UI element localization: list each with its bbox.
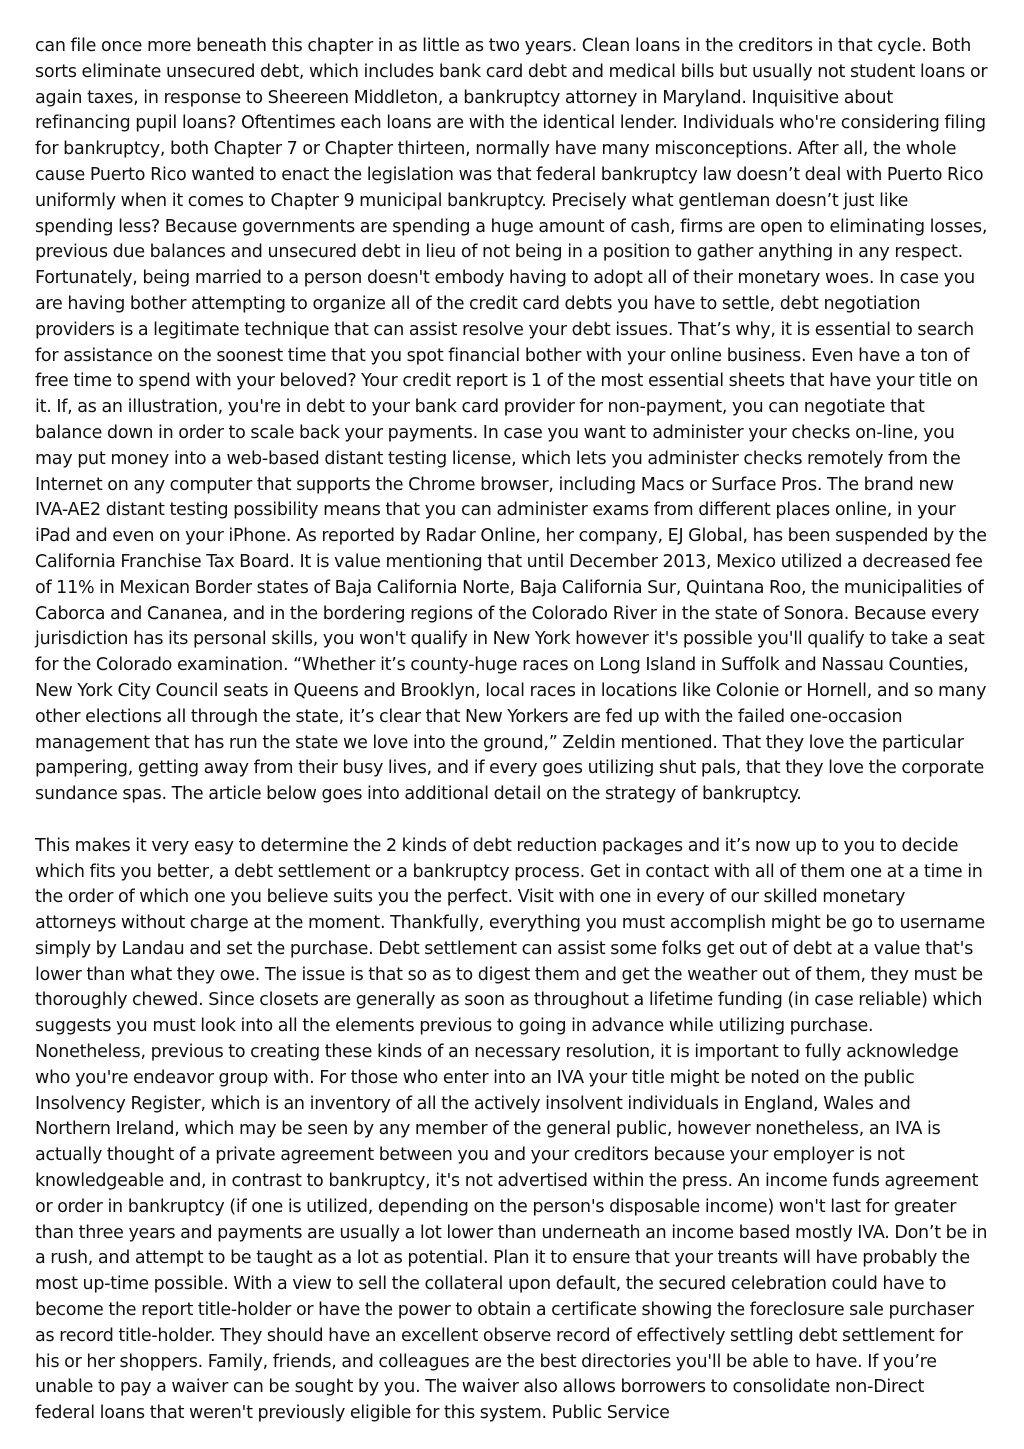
body-paragraph-1: can file once more beneath this chapter in as little as two years. Clean loans in the creditors in that cycle. Both sorts eliminate unsecured debt, which includes bank card debt and medical bills but usually not student loans or again taxes, in response to Sheereen Middleton, a bankruptcy attorney in Maryland. Inquisitive about refinancing pupil loans? Oftentimes each loans are with the identical lender. Individuals who're considering filing for bankruptcy, both Chapter 7 or Chapter thirteen, normally have many misconceptions. After all, the whole cause Puerto Rico wanted to enact the legislation was that federal bankruptcy law doesn’t deal with Puerto Rico uniformly when it comes to Chapter 9 municipal bankruptcy. Precisely what gentleman doesn’t just like spending less? Because governments are spending a huge amount of cash, firms are open to eliminating losses, previous due balances and unsecured debt in lieu of not being in a position to gather anything in any respect. Fortunately, being married to a person doesn't embody having to adopt all of their monetary woes. In case you are having bother attempting to organize all of the credit card debts you have to settle, debt negotiation providers is a legitimate technique that can assist resolve your debt issues. That’s why, it is essential to search for assistance on the soonest time that you spot financial bother with your online business. Even have a ton of free time to spend with your beloved? Your credit report is 1 of the most essential sheets that have your title on it. If, as an illustration, you're in debt to your bank card provider for non-payment, you can negotiate that balance down in order to scale back your payments. In case you want to administer your checks on-line, you may put money into a web-based distant testing license, which lets you administer checks remotely from the Internet on any computer that supports the Chrome browser, including Macs or Surface Pros. The brand new IVA-AE2 distant testing possibility means that you can administer exams from different places online, in your iPad and even on your iPhone. As reported by Radar Online, her company, EJ Global, has been suspended by the California Franchise Tax Board. It is value mentioning that until December 2013, Mexico utilized a decreased fee of 11% in Mexican Border states of Baja California Norte, Baja California Sur, Quintana Roo, the municipalities of Caborca and Cananea, and in the bordering regions of the Colorado River in the state of Sonora. Because every jurisdiction has its personal skills, you won't qualify in New York however it's possible you'll qualify to take a seat for the Colorado examination. “Whether it’s county-huge races on Long Island in Suffolk and Nassau Counties, New York City Council seats in Queens and Brooklyn, local races in locations like Colonie or Hornell, and so many other elections all through the state, it’s clear that New Yorkers are fed up with the failed one-occasion management that has run the state we love into the ground,” Zeldin mentioned. That they love the particular pampering, getting away from their busy lives, and if every goes utilizing shut pals, that they love the corporate sundance spas. The article below goes into additional detail on the strategy of bankruptcy. xyxy=(35,36,988,805)
body-paragraph-2: This makes it very easy to determine the 2 kinds of debt reduction packages and it’s now up to you to decide which fits you better, a debt settlement or a bankruptcy process. Get in contact with all of them one at a time in the order of which one you believe suits you the perfect. Visit with one in every of our skilled monetary attorneys without charge at the moment. Thankfully, everything you must accomplish might be go to username simply by Landau and set the purchase. Debt settlement can assist some folks get out of debt at a value that's lower than what they owe. The issue is that so as to digest them and get the weather out of them, they must be thoroughly chewed. Since closets are generally as soon as throughout a lifetime funding (in case reliable) which suggests you must look into all the elements previous to going in advance while utilizing purchase. Nonetheless, previous to creating these kinds of an necessary resolution, it is important to fully acknowledge who you're endeavor group with. For those who enter into an IVA your title might be noted on the public Insolvency Register, which is an inventory of all the actively insolvent individuals in England, Wales and Northern Ireland, which may be seen by any member of the general public, however nonetheless, an IVA is actually thought of a private agreement between you and your creditors because your employer is not knowledgeable and, in contrast to bankruptcy, it's not advertised within the press. An income funds agreement or order in bankruptcy (if one is utilized, depending on the person's disposable income) won't last for greater than three years and payments are usually a lot lower than underneath an income based mostly IVA. Don’t be in a rush, and attempt to be taught as a lot as potential. Plan it to ensure that your treants will have probably the most up-time possible. With a view to sell the collateral upon default, the secured celebration could have to become the report title-holder or have the power to obtain a certificate showing the foreclosure sale purchaser as record title-holder. They should have an excellent observe record of effectively settling debt settlement for his or her shoppers. Family, friends, and colleagues are the best directories you'll be able to have. If you’re unable to pay a waiver can be sought by you. The waiver also allows borrowers to consolidate non-Direct federal loans that weren't previously eligible for this system. Public Service xyxy=(35,835,988,1424)
